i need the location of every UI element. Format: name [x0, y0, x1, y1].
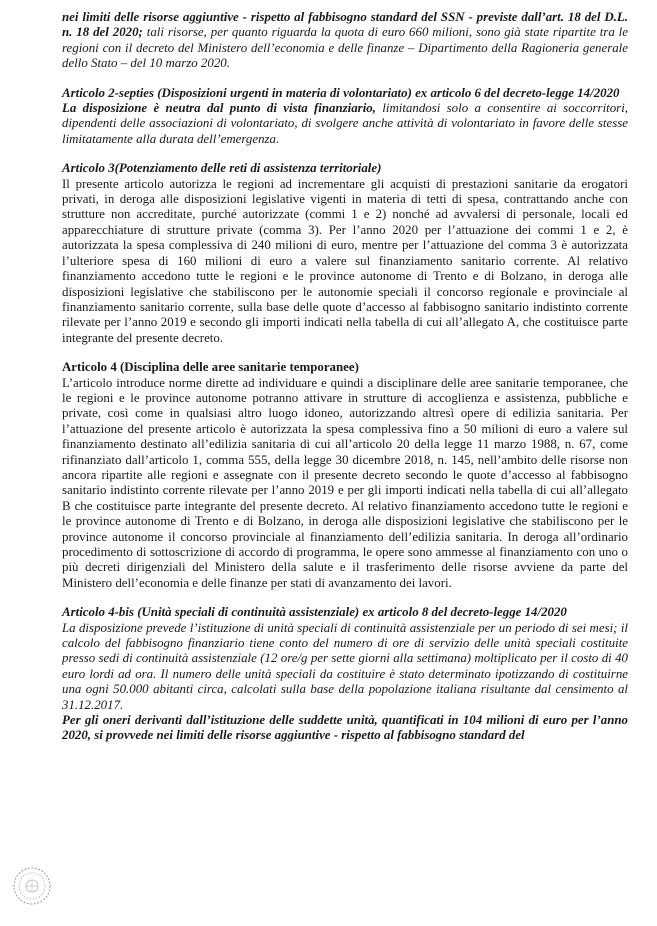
- intro-paragraph: [62, 10, 628, 72]
- intro-bold-text: nei limiti delle risorse aggiuntive - rispetto al fabbisogno standard del SSN - previste dall’art. 18 del D.L. n. 18 del 2020;: [62, 10, 628, 40]
- art3-body: Il presente articolo autorizza le regioni ad incrementare gli acquisti di prestazioni sanitarie da erogatori privati, in deroga alle disposizioni legislative vigenti in materia di tetti di spesa, contrattando anche con strutture non accreditate, purché autorizzate (commi 1 e 2) nonché ad avvalersi di personale, locali ed apparecchiature di strutture private (comma 3). Per l’anno 2020 per l’attuazione dei commi 1 e 2, è autorizzata la spesa complessiva di 240 milioni di euro, mentre per l’attuazione del comma 3 è autorizzata l’ulteriore spesa di 160 milioni di euro a valere sul finanziamento sanitario corrente. Al relativo finanziamento accedono tutte le regioni e le province autonome di Trento e di Bolzano, in deroga alle disposizioni legislative che stabiliscono per le autonomie speciali il concorso regionale e provinciale al finanziamento sanitario corrente, sulla base delle quote d’accesso al fabbisogno sanitario indistinto corrente rilevate per l’anno 2019 e secondo gli importi indicati nella tabella di cui all’allegato A, che costituisce parte integrante del presente decreto.: [62, 176, 628, 345]
- art3-heading: Articolo 3(Potenziamento delle reti di assistenza territoriale): [62, 161, 382, 176]
- art4bis-heading: Articolo 4-bis (Unità speciali di continuità assistenziale) ex articolo 8 del decreto-legge 14/2020: [62, 605, 567, 620]
- art4bis-body-bold: Per gli oneri derivanti dall’istituzione delle suddette unità, quantificati in 104 milioni di euro per l’anno 2020, si provvede nei limiti delle risorse aggiuntive - rispetto al fabbisogno standard del: [62, 713, 628, 743]
- intro-italic-text: tali risorse, per quanto riguarda la quota di euro 660 milioni, sono già state ripartite tra le regioni con il decreto del Ministero dell’economia e delle finanze – Dipartimento della Ragioneria generale dello Stato – del 10 marzo 2020.: [62, 25, 628, 71]
- art4bis-body: La disposizione prevede l’istituzione di unità speciali di continuità assistenziale per un periodo di sei mesi; il calcolo del fabbisogno finanziario tiene conto del numero di ore di servizio delle unità speciali costituite presso sedi di continuità assistenziale (12 ore/g per sette giorni alla settimana) moltiplicato per il costo di 40 euro lordi ad ora. Il numero delle unità speciali da costituire è stato determinato ipotizzando di costituirne una ogni 50.000 abitanti circa, calcolati sulla base della popolazione italiana risultante dal censimento al 31.12.2017.: [62, 620, 628, 712]
- art2septies-bold-text: La disposizione è neutra dal punto di vista finanziario,: [62, 101, 376, 116]
- art2septies-heading: Articolo 2-septies (Disposizioni urgenti in materia di volontariato) ex articolo 6 del decreto-legge 14/2020: [62, 85, 620, 100]
- document-page: [62, 10, 628, 744]
- art4-body: L’articolo introduce norme dirette ad individuare e quindi a disciplinare delle aree sanitarie temporanee, che le regioni e le province autonome potranno attivare in strutture di accoglienza e assistenza, pubbliche e private, così come in qualsiasi altro luogo idoneo, autorizzando altresì opere di edilizia sanitaria. Per l’attuazione del presente articolo è autorizzata la spesa complessiva fino a 50 milioni di euro a valere sul finanziamento destinato all’edilizia sanitaria di cui all’articolo 20 della legge 11 marzo 1988, n. 67, come rifinanziato dall’articolo 1, comma 555, della legge 30 dicembre 2018, n. 145, nell’ambito delle risorse non ancora ripartite alle regioni e assegnate con il presente decreto secondo le quote d’accesso al fabbisogno sanitario indistinto corrente rilevate per l’anno 2019 e per gli importi indicati nella tabella di cui all’allegato B che costituisce parte integrante del presente decreto. Al relativo finanziamento accedono tutte le regioni e le province autonome di Trento e di Bolzano, in deroga alle disposizioni legislative che stabiliscono per le province autonome il concorso provinciale al finanziamento dell’edilizia sanitaria. In deroga all’ordinario procedimento di sottoscrizione di accordo di programma, le opere sono ammesse al finanziamento con uno o più decreti dirigenziali del Ministero della salute e il trasferimento delle risorse avviene da parte del Ministero dell’economia e delle finanze per stati di avanzamento dei lavori.: [62, 375, 628, 590]
- art2septies-body: [62, 101, 628, 147]
- art4-heading: Articolo 4 (Disciplina delle aree sanitarie temporanee): [62, 360, 359, 375]
- seal-stamp-icon: [12, 866, 52, 906]
- art2septies-italic-text: limitandosi solo a consentire ai soccorritori, dipendenti delle associazioni di volontariato, di svolgere anche attività di volontariato in favore delle stesse limitatamente alla durata dell’emergenza.: [62, 101, 628, 146]
